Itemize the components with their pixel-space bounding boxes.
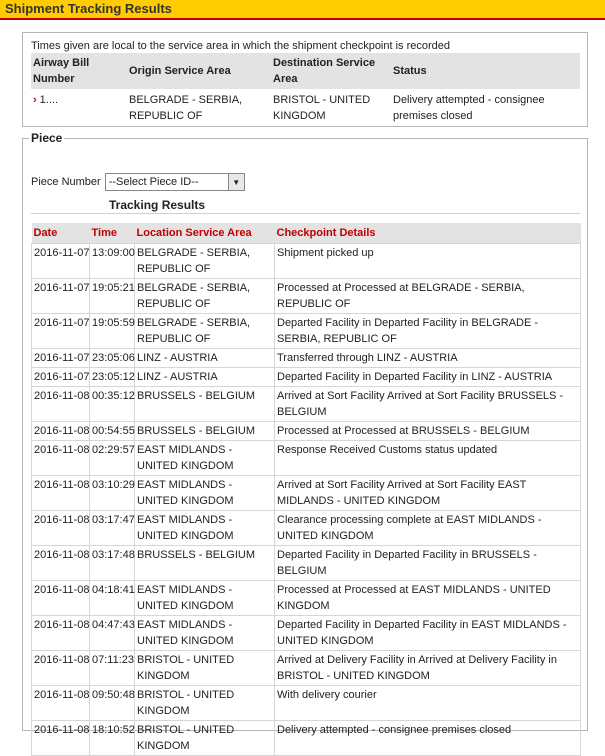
details-cell: Processed at Processed at EAST MIDLANDS - UNITED KINGDOM (275, 580, 581, 615)
details-cell: Arrived at Delivery Facility in Arrived at Delivery Facility in BRISTOL - UNITED KINGDOM (275, 650, 581, 685)
time-cell: 00:35:12 (90, 386, 135, 421)
details-cell: Arrived at Sort Facility Arrived at Sort Facility BRUSSELS - BELGIUM (275, 386, 581, 421)
time-cell: 23:05:06 (90, 348, 135, 367)
shipment-summary (22, 32, 588, 127)
time-cell: 03:17:47 (90, 510, 135, 545)
date-cell: 2016-11-08 (32, 545, 90, 580)
location-cell: BRUSSELS - BELGIUM (135, 421, 275, 440)
location-cell: EAST MIDLANDS - UNITED KINGDOM (135, 475, 275, 510)
table-row (32, 243, 581, 278)
details-cell: Processed at Processed at BRUSSELS - BELGIUM (275, 421, 581, 440)
time-cell: 19:05:59 (90, 313, 135, 348)
date-cell: 2016-11-08 (32, 720, 90, 755)
time-cell: 03:10:29 (90, 475, 135, 510)
location-cell: BRISTOL - UNITED KINGDOM (135, 720, 275, 755)
location-cell: EAST MIDLANDS - UNITED KINGDOM (135, 440, 275, 475)
divider (31, 213, 580, 214)
table-row (32, 348, 581, 367)
date-cell: 2016-11-08 (32, 386, 90, 421)
time-cell: 02:29:57 (90, 440, 135, 475)
piece-id-select-value: --Select Piece ID-- (108, 176, 199, 188)
date-cell: 2016-11-07 (32, 348, 90, 367)
location-cell: BRISTOL - UNITED KINGDOM (135, 650, 275, 685)
header-origin: Origin Service Area (127, 53, 271, 89)
table-row (32, 615, 581, 650)
table-row (32, 313, 581, 348)
table-row (32, 580, 581, 615)
date-cell: 2016-11-08 (32, 510, 90, 545)
table-row (32, 510, 581, 545)
time-cell: 00:54:55 (90, 421, 135, 440)
details-cell: Delivery attempted - consignee premises closed (275, 720, 581, 755)
chevron-right-icon: › (33, 94, 37, 106)
header-status: Status (391, 53, 580, 89)
checkpoint-rows (32, 243, 581, 755)
time-cell: 13:09:00 (90, 243, 135, 278)
details-cell: Response Received Customs status updated (275, 440, 581, 475)
awb-number: 1.... (39, 94, 59, 106)
details-cell: Processed at Processed at BELGRADE - SERBIA, REPUBLIC OF (275, 278, 581, 313)
piece-number-label: Piece Number (31, 176, 101, 188)
date-cell: 2016-11-08 (32, 615, 90, 650)
table-row (32, 440, 581, 475)
details-cell: Departed Facility in Departed Facility in BRUSSELS - BELGIUM (275, 545, 581, 580)
details-cell: Departed Facility in Departed Facility in EAST MIDLANDS - UNITED KINGDOM (275, 615, 581, 650)
piece-section (22, 131, 588, 752)
status-cell: Delivery attempted - consignee premises closed (393, 94, 545, 122)
checkpoint-table (31, 223, 581, 756)
location-cell: BELGRADE - SERBIA, REPUBLIC OF (135, 278, 275, 313)
date-cell: 2016-11-07 (32, 367, 90, 386)
date-cell: 2016-11-08 (32, 685, 90, 720)
date-cell: 2016-11-08 (32, 440, 90, 475)
table-row (32, 475, 581, 510)
details-cell: With delivery courier (275, 685, 581, 720)
time-cell: 04:47:43 (90, 615, 135, 650)
location-cell: EAST MIDLANDS - UNITED KINGDOM (135, 510, 275, 545)
location-cell: BRUSSELS - BELGIUM (135, 545, 275, 580)
details-cell: Shipment picked up (275, 243, 581, 278)
date-cell: 2016-11-07 (32, 278, 90, 313)
awb-cell (31, 89, 127, 127)
time-cell: 23:05:12 (90, 367, 135, 386)
date-cell: 2016-11-08 (32, 421, 90, 440)
awb-number-link[interactable] (33, 94, 58, 106)
location-cell: EAST MIDLANDS - UNITED KINGDOM (135, 580, 275, 615)
details-cell: Clearance processing complete at EAST MIDLANDS - UNITED KINGDOM (275, 510, 581, 545)
table-row (32, 685, 581, 720)
page-title: Shipment Tracking Results (0, 0, 605, 20)
header-awb: Airway Bill Number (31, 53, 127, 89)
time-cell: 03:17:48 (90, 545, 135, 580)
location-cell: BRISTOL - UNITED KINGDOM (135, 685, 275, 720)
header-location: Location Service Area (135, 223, 275, 243)
destination-cell: BRISTOL - UNITED KINGDOM (273, 94, 371, 122)
piece-id-select[interactable] (105, 173, 245, 191)
checkpoint-header-row (32, 223, 581, 243)
date-cell: 2016-11-08 (32, 475, 90, 510)
header-time: Time (90, 223, 135, 243)
table-row (32, 650, 581, 685)
location-cell: LINZ - AUSTRIA (135, 348, 275, 367)
time-cell: 04:18:41 (90, 580, 135, 615)
table-row (32, 367, 581, 386)
date-cell: 2016-11-07 (32, 243, 90, 278)
location-cell: BELGRADE - SERBIA, REPUBLIC OF (135, 243, 275, 278)
details-cell: Departed Facility in Departed Facility in LINZ - AUSTRIA (275, 367, 581, 386)
details-cell: Departed Facility in Departed Facility in BELGRADE - SERBIA, REPUBLIC OF (275, 313, 581, 348)
summary-row (31, 89, 580, 127)
table-row (32, 421, 581, 440)
piece-number-row (31, 172, 245, 192)
details-cell: Transferred through LINZ - AUSTRIA (275, 348, 581, 367)
summary-header-row (31, 53, 580, 89)
time-cell: 19:05:21 (90, 278, 135, 313)
header-date: Date (32, 223, 90, 243)
table-row (32, 545, 581, 580)
origin-cell: BELGRADE - SERBIA, REPUBLIC OF (129, 94, 243, 122)
location-cell: LINZ - AUSTRIA (135, 367, 275, 386)
tracking-results-title: Tracking Results (109, 198, 206, 212)
dropdown-arrow-icon[interactable]: ▼ (228, 174, 244, 190)
summary-table (31, 53, 580, 127)
location-cell: EAST MIDLANDS - UNITED KINGDOM (135, 615, 275, 650)
header-destination: Destination Service Area (271, 53, 391, 89)
time-cell: 18:10:52 (90, 720, 135, 755)
time-cell: 09:50:48 (90, 685, 135, 720)
time-cell: 07:11:23 (90, 650, 135, 685)
header-details: Checkpoint Details (275, 223, 581, 243)
details-cell: Arrived at Sort Facility Arrived at Sort Facility EAST MIDLANDS - UNITED KINGDOM (275, 475, 581, 510)
location-cell: BRUSSELS - BELGIUM (135, 386, 275, 421)
date-cell: 2016-11-08 (32, 580, 90, 615)
table-row (32, 386, 581, 421)
location-cell: BELGRADE - SERBIA, REPUBLIC OF (135, 313, 275, 348)
piece-legend: Piece (31, 131, 63, 145)
local-time-note: Times given are local to the service area in which the shipment checkpoint is recorded (31, 40, 451, 52)
date-cell: 2016-11-07 (32, 313, 90, 348)
table-row (32, 278, 581, 313)
date-cell: 2016-11-08 (32, 650, 90, 685)
